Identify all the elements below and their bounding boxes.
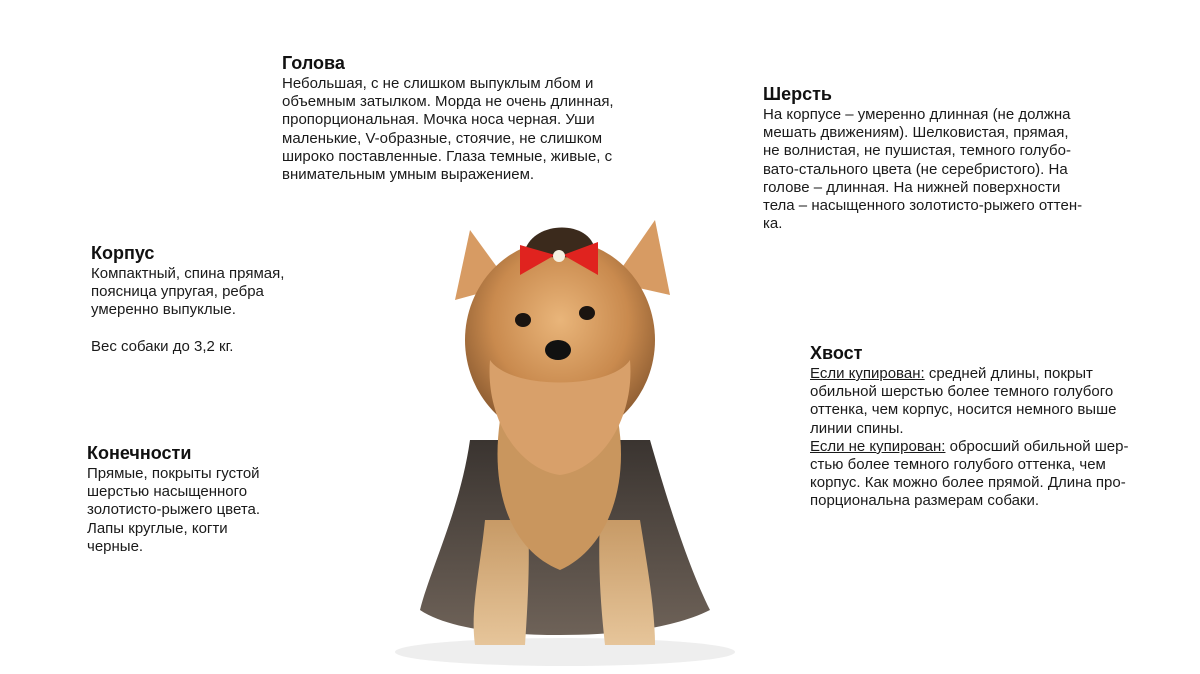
body-text: Компактный, спина прямая, поясница упругая, ребра умеренно выпуклые. xyxy=(91,265,285,319)
tail-section xyxy=(810,342,1150,511)
body-title: Корпус xyxy=(91,243,155,263)
tail-text xyxy=(810,365,1150,511)
body-weight: Вес собаки до 3,2 кг. xyxy=(91,337,234,355)
head-text: Небольшая, с не слишком выпуклым лбом и объемным затылком. Морда не очень длинная, пропорциональная. Мочка носа черная. Уши маленькие, V-образные, стоячие, не слишком широко поставленные. Глаза темные, живые, с внимательным умным выражением. xyxy=(282,75,614,184)
coat-section xyxy=(763,83,1108,233)
limbs-section xyxy=(87,442,287,556)
dog-photo xyxy=(350,190,750,670)
head-section xyxy=(282,52,642,184)
coat-title: Шерсть xyxy=(763,84,832,104)
tail-undocked-text: обросший обильной шер- стью более темного голубого оттенка, чем корпус. Как можно более прямой. Длина про- порциональна размерам собаки. xyxy=(810,437,1129,510)
limbs-title: Конечности xyxy=(87,443,192,463)
limbs-text: Прямые, покрыты густой шерстью насыщенного золотисто-рыжего цвета. Лапы круглые, когти черные. xyxy=(87,465,261,555)
body-section xyxy=(91,242,311,356)
tail-undocked-label: Если не купирован: xyxy=(810,437,946,455)
tail-title: Хвост xyxy=(810,343,863,363)
tail-docked-text: средней длины, покрыт обильной шерстью более темного голубого оттенка, чем корпус, носится немного выше линии спины. xyxy=(810,365,1117,437)
head-title: Голова xyxy=(282,53,345,73)
tail-docked-label: Если купирован: xyxy=(810,365,925,382)
coat-text: На корпусе – умеренно длинная (не должна мешать движениям). Шелковистая, прямая, не волнистая, не пушистая, темного голубо- вато-стального цвета (не серебристого). На голове – длинная. На нижней поверхности тела – насыщенного золотисто-рыжего оттен- ка. xyxy=(763,106,1083,233)
